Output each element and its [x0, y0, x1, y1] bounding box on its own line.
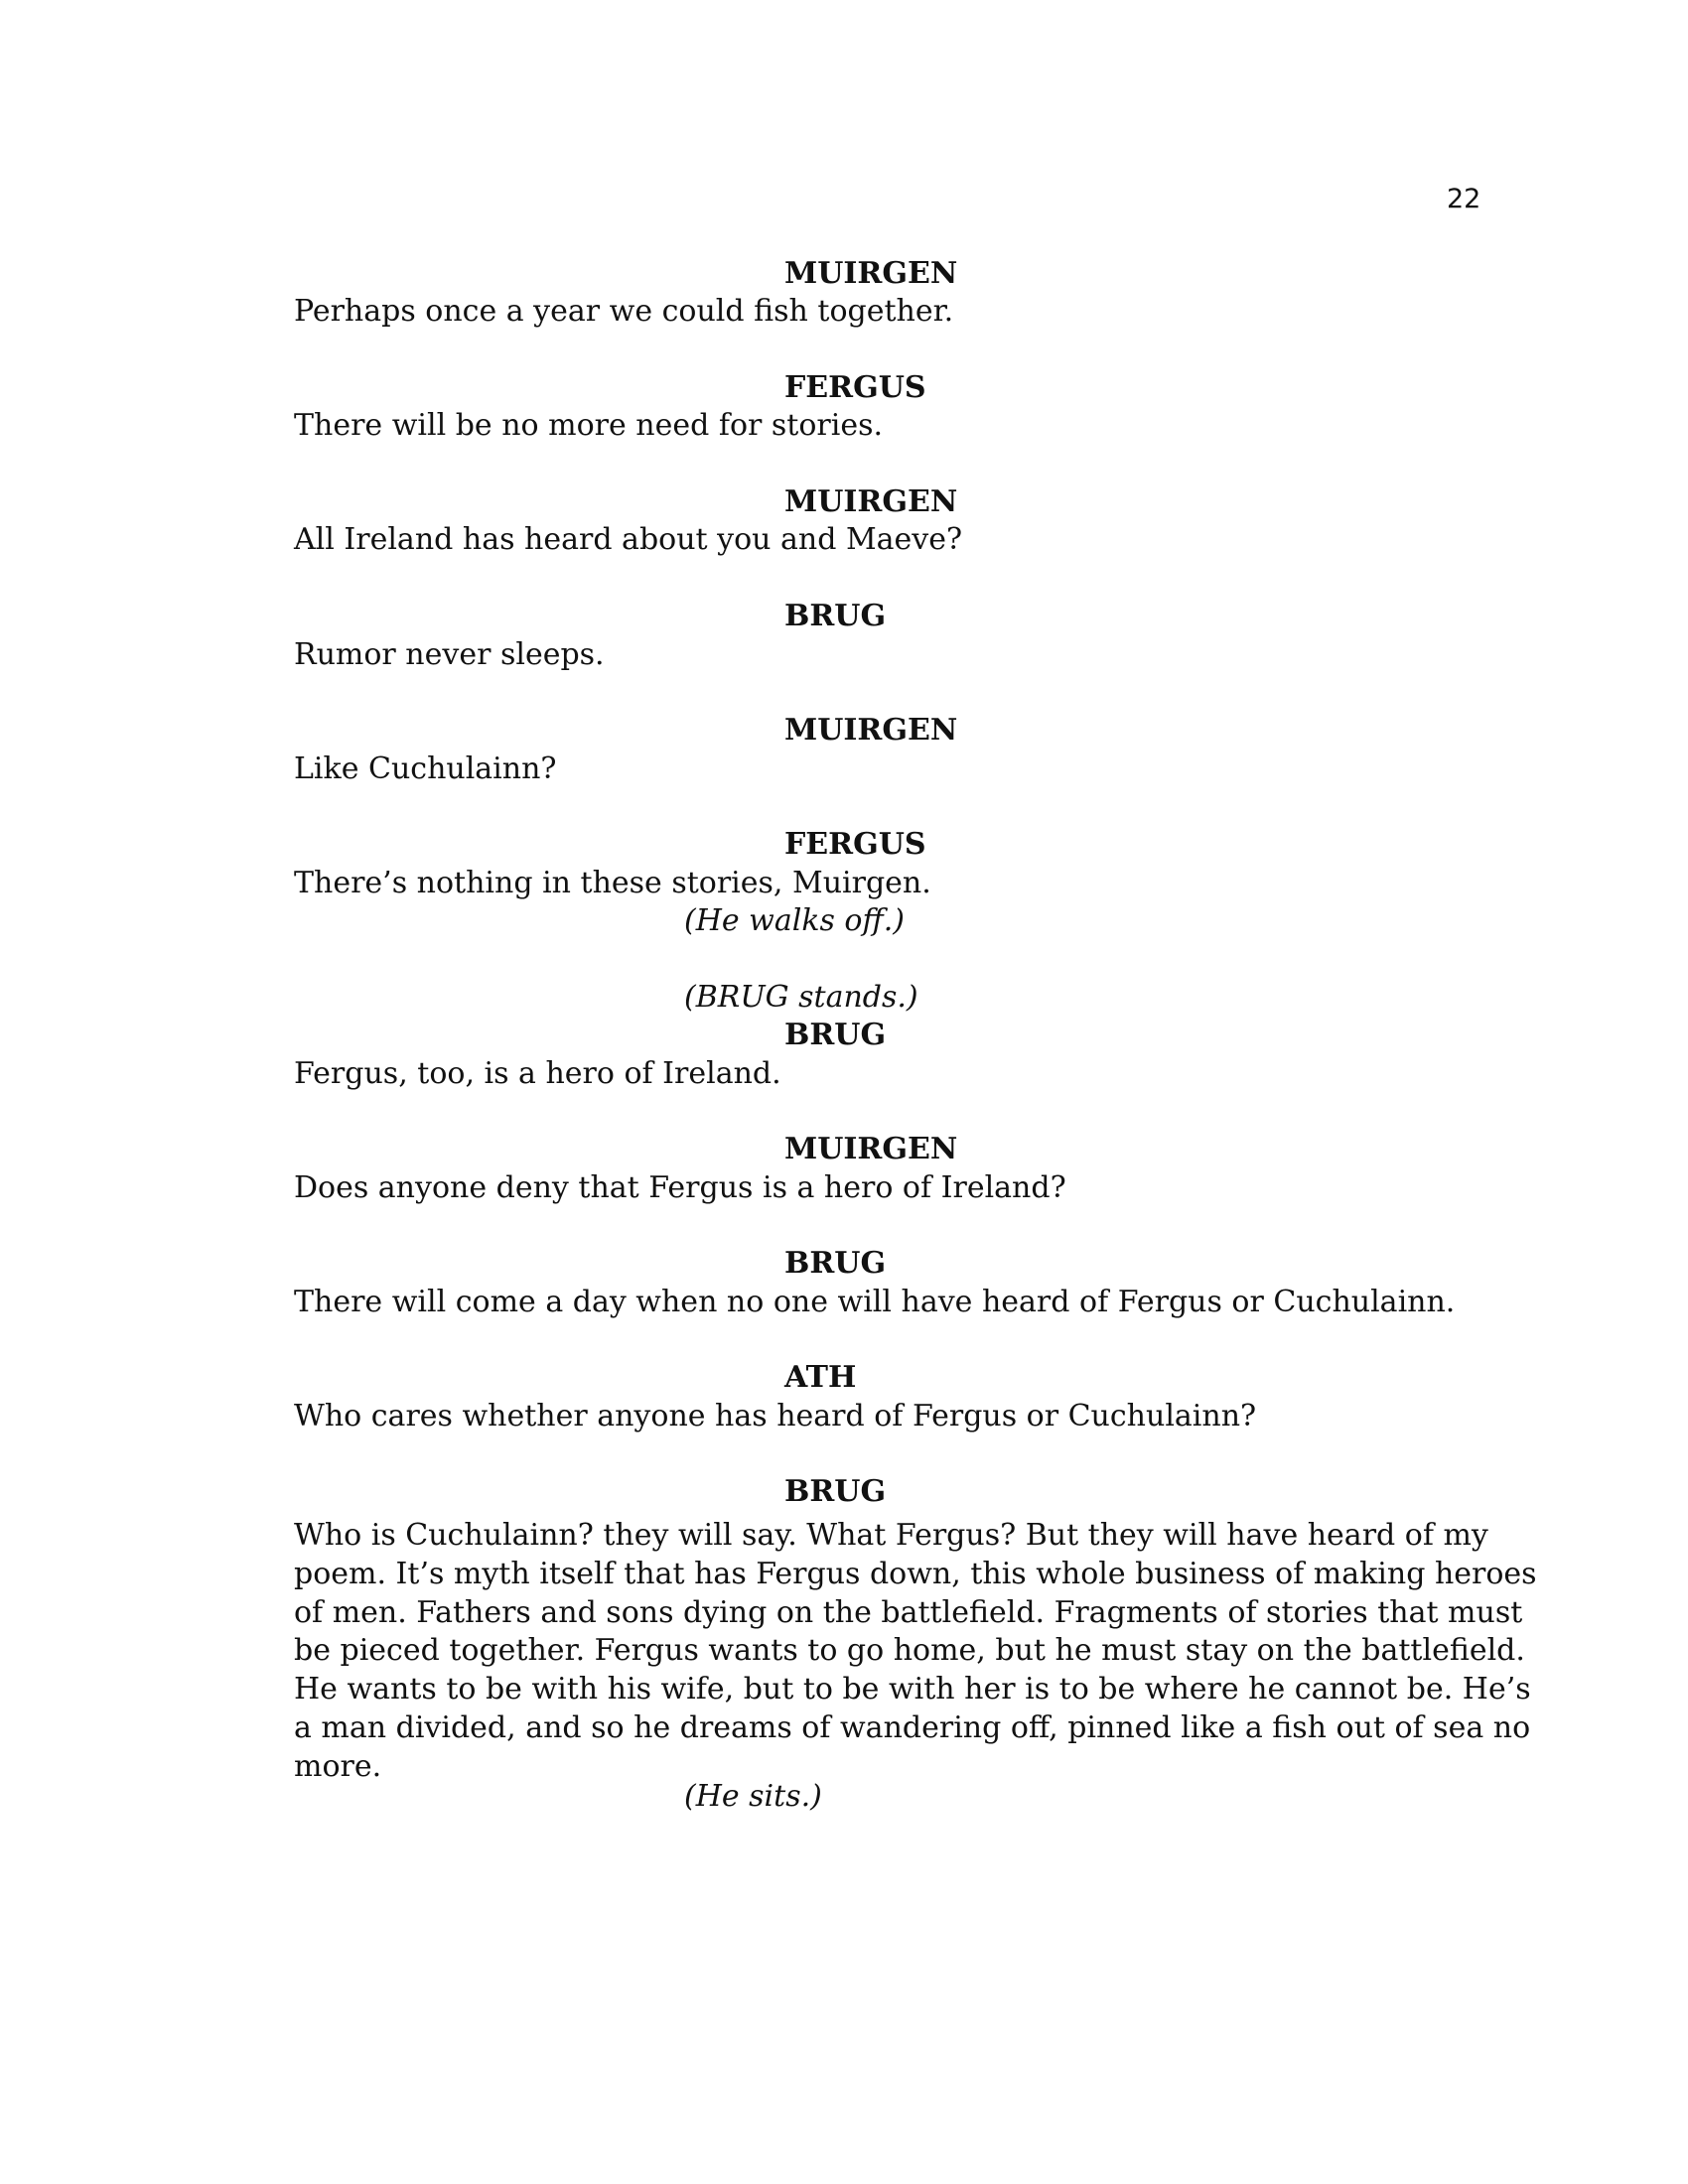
character-name: ATH	[784, 1360, 857, 1395]
page-number: 22	[1447, 184, 1481, 214]
stage-direction: (He sits.)	[684, 1779, 822, 1814]
dialogue-line: There will come a day when no one will have heard of Fergus or Cuchulainn.	[294, 1285, 1456, 1319]
dialogue-line: Fergus, too, is a hero of Ireland.	[294, 1056, 781, 1091]
monologue-line: a man divided, and so he dreams of wandering off, pinned like a fish out of sea no	[294, 1709, 1531, 1745]
stage-direction: (He walks off.)	[684, 903, 905, 938]
dialogue-line: There’s nothing in these stories, Muirgen.	[294, 866, 931, 900]
character-name: MUIRGEN	[784, 713, 958, 748]
monologue	[294, 1517, 1537, 1787]
monologue-line: be pieced together. Fergus wants to go home, but he must stay on the battlefield.	[294, 1633, 1525, 1669]
character-name: FERGUS	[784, 827, 926, 862]
stage-direction: (BRUG stands.)	[684, 980, 918, 1015]
dialogue-line: Rumor never sleeps.	[294, 637, 605, 672]
dialogue-line: Perhaps once a year we could fish together.	[294, 294, 954, 329]
monologue-line: Who is Cuchulainn? they will say. What Fergus? But they will have heard of my	[294, 1518, 1488, 1553]
dialogue-line: All Ireland has heard about you and Maeve?	[294, 522, 963, 557]
monologue-line: of men. Fathers and sons dying on the battlefield. Fragments of stories that must	[294, 1594, 1523, 1630]
character-name: BRUG	[784, 1474, 887, 1509]
monologue-line: He wants to be with his wife, but to be with her is to be where he cannot be. He’s	[294, 1672, 1531, 1707]
dialogue-line: There will be no more need for stories.	[294, 408, 884, 443]
dialogue-line: Like Cuchulainn?	[294, 751, 557, 786]
character-name: MUIRGEN	[784, 1132, 958, 1166]
character-name: BRUG	[784, 1246, 887, 1281]
monologue-line: more.	[294, 1748, 382, 1784]
character-name: FERGUS	[784, 370, 926, 405]
character-name: MUIRGEN	[784, 484, 958, 519]
character-name: BRUG	[784, 599, 887, 633]
dialogue-line: Does anyone deny that Fergus is a hero of Ireland?	[294, 1170, 1066, 1205]
dialogue-line: Who cares whether anyone has heard of Fergus or Cuchulainn?	[294, 1399, 1257, 1433]
monologue-line: poem. It’s myth itself that has Fergus down, this whole business of making heroes	[294, 1556, 1537, 1591]
character-name: MUIRGEN	[784, 256, 958, 291]
character-name: BRUG	[784, 1018, 887, 1052]
